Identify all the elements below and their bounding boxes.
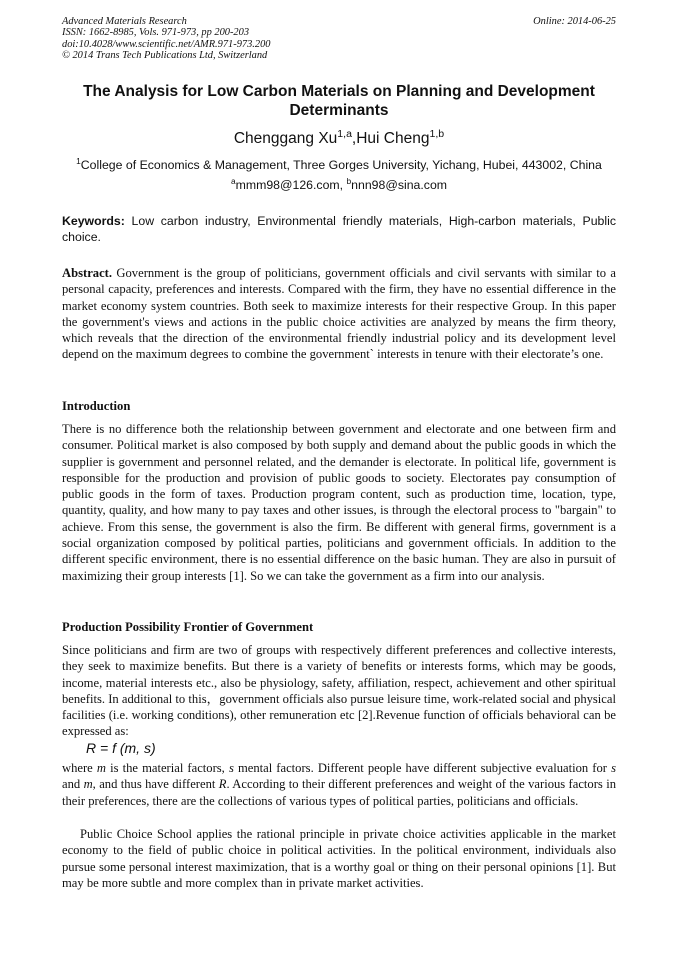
author-line bbox=[62, 127, 616, 148]
var-m: m bbox=[96, 761, 106, 775]
keywords-label: Keywords: bbox=[62, 214, 125, 228]
author-separator: , bbox=[351, 130, 357, 147]
where-text-4: and bbox=[62, 777, 84, 792]
where-text-2: is the material factors, bbox=[105, 761, 229, 775]
author-2: Hui Cheng bbox=[356, 130, 430, 147]
var-R: R bbox=[218, 777, 227, 792]
author-1: Chenggang Xu bbox=[233, 130, 338, 147]
ppf-paragraph: Since politicians and firm are two of groups with respectively different preferences and collective interests, they seek to maximize benefits. But there is a variety of benefits or interests forms, which may be goods, income, material interests etc., also be physiology, safety, affiliation, respect, achievement and other spiritual benefits. In additional to this，government officials also pursue leisure time, work-related social and physical facilities (i.e. working conditions), other remuneration etc [2].Revenue function of officials behavioral can be expressed as: bbox=[62, 643, 616, 739]
introduction-heading: Introduction bbox=[62, 399, 131, 413]
keywords-text: Low carbon industry, Environmental friendly materials, High-carbon materials, Public choice. bbox=[62, 214, 616, 244]
abstract-label: Abstract. bbox=[62, 266, 113, 280]
email-a-mark: a bbox=[230, 175, 236, 186]
var-m-2: m bbox=[83, 777, 93, 792]
introduction-paragraph: There is no difference both the relationship between government and electorate and one between firm and consumer. Political market is also composed by both supply and demand about the public goods in which the supplier is government and personnel related, and the demander is electorate. In political life, government is responsible for the production and provision of public goods to society. Electorates pay consumption of public goods in the form of taxes. Production program content, such as production time, location, type, quantity, quality, and how many to pay taxes and other issues, is through the electoral process to "bargain" to achieve. From this sense, the government is also the firm. Be different with general firms, government is a social organization composed by political parties, politicians and government officials. In addition to the different specific environment, there is no essential difference on the basic human. They are also in pursuit of maximizing their group interests [1]. So we can take the government as a firm into our analysis. bbox=[62, 422, 616, 583]
author-2-affiliation-mark: 1,b bbox=[429, 127, 445, 140]
journal-name: Advanced Materials Research bbox=[62, 16, 187, 27]
email-b: nnn98@sina.com bbox=[351, 178, 448, 192]
issn-line: ISSN: 1662-8985, Vols. 971-973, pp 200-203 bbox=[62, 27, 250, 39]
journal-metadata bbox=[62, 16, 270, 61]
email-b-mark: b bbox=[346, 175, 352, 186]
var-s: s bbox=[228, 761, 234, 775]
revenue-equation: R = f (m, s) bbox=[86, 740, 156, 756]
affiliation bbox=[62, 155, 616, 172]
where-text-1: where bbox=[62, 761, 97, 775]
author-1-affiliation-mark: 1,a bbox=[337, 127, 352, 140]
abstract-text: Government is the group of politicians, government officials and civil servants with similar to a personal capacity, preferences and interests. Compared with the firm, they have no essential difference in the market economy system countries. Both seek to maximize interests for their respective Group. In this paper the government's views and actions in the public choice activities are analyzed by means the firm theory, which reveals that the direction of the environmental friendly industrial policy and its development level depend on the maximum degrees to combine the government` interests in tenure with their electorate’s one. bbox=[62, 266, 616, 362]
var-s-2: s bbox=[611, 761, 616, 775]
email-a: mmm98@126.com, bbox=[235, 178, 347, 192]
doi-line: doi:10.4028/www.scientific.net/AMR.971-973.200 bbox=[62, 38, 271, 50]
online-date: Online: 2014-06-25 bbox=[533, 16, 616, 27]
abstract bbox=[62, 265, 616, 363]
where-paragraph bbox=[62, 760, 616, 809]
paper-title: The Analysis for Low Carbon Materials on Planning and Development Determinants bbox=[83, 83, 595, 119]
ppf-heading: Production Possibility Frontier of Government bbox=[62, 620, 314, 634]
copyright-line: © 2014 Trans Tech Publications Ltd, Switzerland bbox=[62, 49, 268, 61]
keywords bbox=[62, 213, 616, 245]
where-text-5: , and thus have different bbox=[92, 777, 219, 792]
affiliation-mark: 1 bbox=[76, 155, 81, 166]
public-choice-paragraph: Public Choice School applies the rational principle in private choice activities applicable in the market economy to the field of public choice in political activities. In the political environment, individuals also pursue some personal interest maximization, that is a worthy goal or thing on their personal opinions [1]. But may be more subtle and more complex than in private market activities. bbox=[62, 827, 616, 890]
affiliation-text: College of Economics & Management, Three Gorges University, Yichang, Hubei, 443002, China bbox=[80, 158, 602, 172]
where-text-3: mental factors. Different people have different subjective evaluation for bbox=[233, 761, 612, 775]
where-text-6: . According to their different preferences and weight of the various factors in their preferences, there are the collections of various types of political parties, politicians and officials. bbox=[62, 777, 616, 808]
email-line bbox=[62, 175, 616, 192]
